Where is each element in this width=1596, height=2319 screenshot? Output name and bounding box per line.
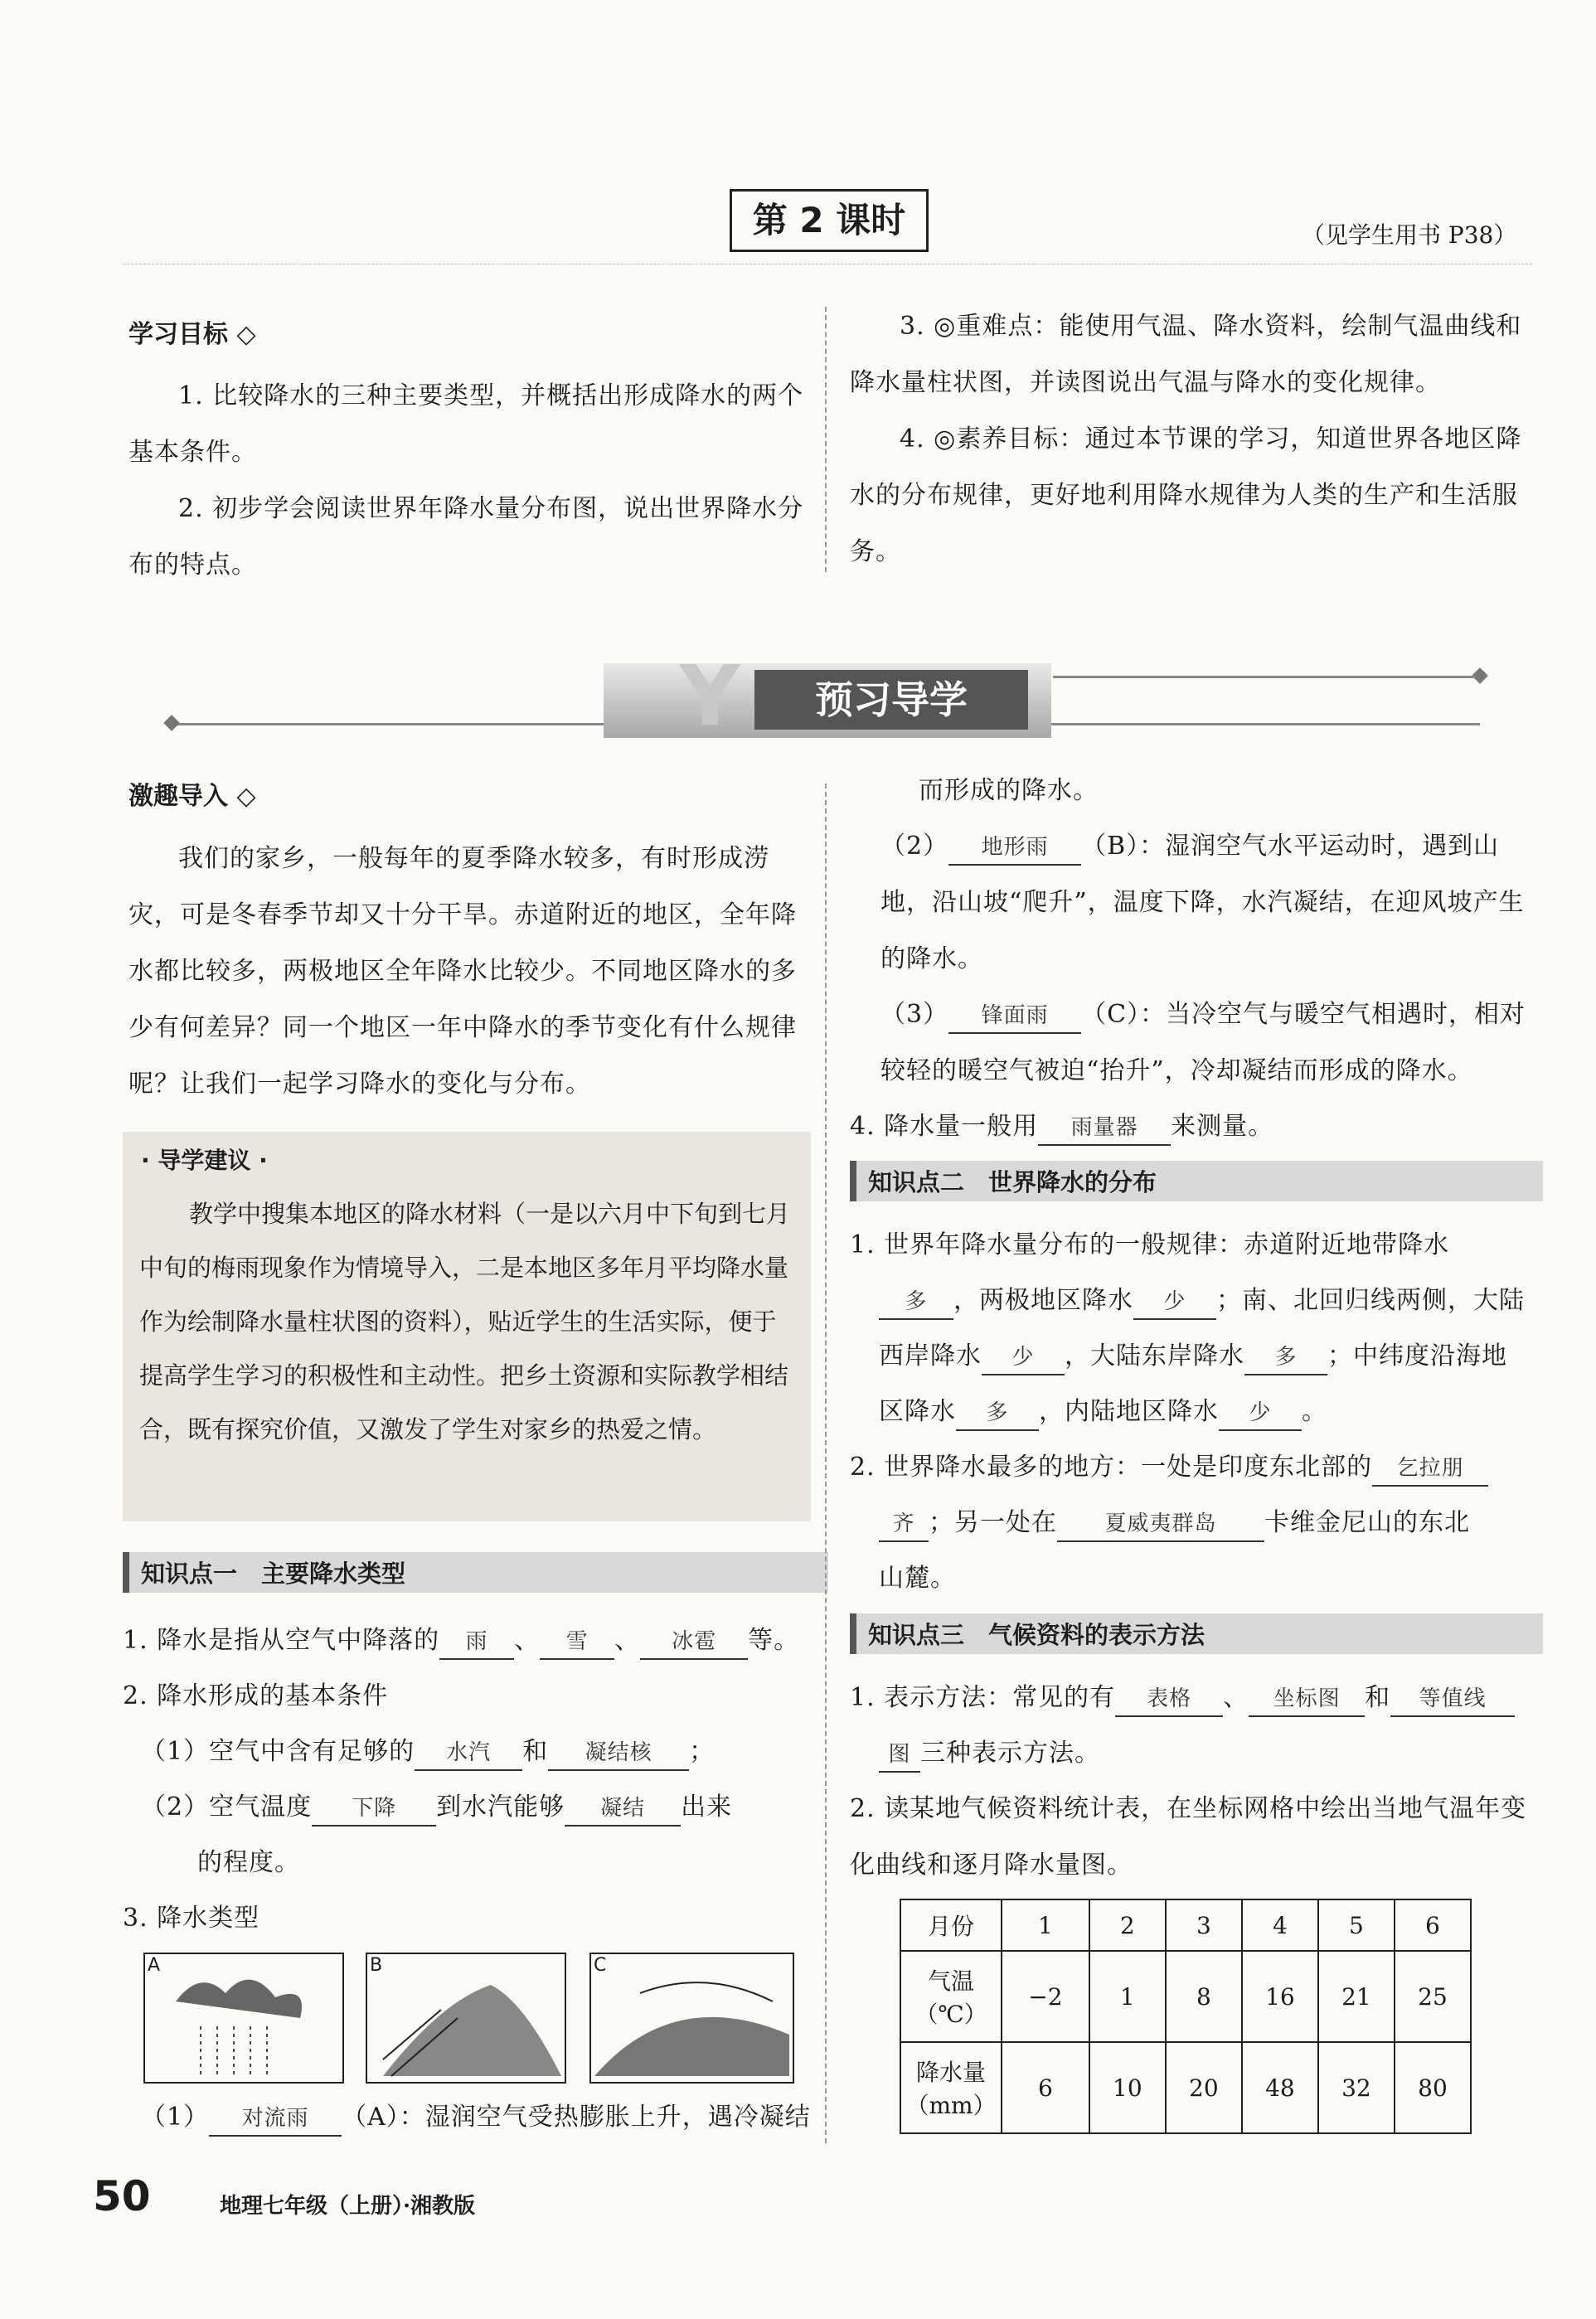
answer-cherrapunji-2[interactable]: 齐 xyxy=(879,1507,929,1542)
answer-cherrapunji-1[interactable]: 乞拉朋 xyxy=(1372,1452,1488,1487)
table-cell: 4 xyxy=(1242,1899,1318,1951)
column-divider-lower xyxy=(825,784,827,2143)
kp2-r2: 齐 ；另一处在 夏威夷群岛 卡维金尼山的东北 xyxy=(879,1495,1542,1551)
answer-hawaii[interactable]: 夏威夷群岛 xyxy=(1057,1507,1264,1542)
banner-y-icon: Y xyxy=(680,648,740,745)
table-cell: 25 xyxy=(1395,1951,1471,2042)
table-header-month: 月份 xyxy=(900,1899,1002,1951)
answer-snow[interactable]: 雪 xyxy=(540,1625,614,1660)
banner-title: 预习导学 xyxy=(754,670,1028,730)
kp1-q1: 1. 降水是指从空气中降落的 雨 、 雪 、 冰雹 等。 xyxy=(123,1613,819,1669)
column-divider xyxy=(825,307,827,572)
kp1-q2a: （1）空气中含有足够的 水汽 和 凝结核 ； xyxy=(141,1724,821,1780)
table-cell: 5 xyxy=(1318,1899,1395,1951)
page-reference: （见学生用书 P38） xyxy=(1302,221,1517,249)
table-cell: 1 xyxy=(1002,1899,1089,1951)
answer-condense[interactable]: 凝结 xyxy=(565,1792,681,1827)
table-cell: 6 xyxy=(1002,2042,1089,2133)
table-cell: 48 xyxy=(1242,2042,1318,2133)
kp1-q2: 2. 降水形成的基本条件 xyxy=(123,1681,389,1710)
kp2-s3: 西岸降水 少 ，大陆东岸降水 多 ；中纬度沿海地 xyxy=(879,1328,1542,1385)
answer-rain[interactable]: 雨 xyxy=(439,1625,514,1660)
kp3-title: 知识点三 气候资料的表示方法 xyxy=(850,1613,1543,1654)
table-cell: 32 xyxy=(1318,2042,1395,2133)
answer-east-coast[interactable]: 多 xyxy=(1244,1341,1327,1375)
goal-4: 4. ◎素养目标：通过本节课的学习，知道世界各地区降水的分布规律，更好地利用降水规律为人类的生产和生活服务。 xyxy=(850,425,1522,566)
answer-rain-gauge[interactable]: 雨量器 xyxy=(1038,1111,1171,1146)
kp2-s4: 区降水 多 ，内陆地区降水 少 。 xyxy=(879,1384,1542,1440)
kp2-s2: 多 ，两极地区降水 少 ；南、北回归线两侧，大陆 xyxy=(879,1273,1542,1329)
lesson-title: 第 2 课时 xyxy=(730,189,929,252)
table-cell: 8 xyxy=(1166,1951,1242,2042)
intro-text: 我们的家乡，一般每年的夏季降水较多，有时形成涝灾，可是冬春季节却又十分干旱。赤道附近的地区，全年降水都比较多，两极地区全年降水比较少。不同地区降水的多少有何差异？同一个地区一年中降水的季节变化有什么规律呢？让我们一起学习降水的变化与分布。 xyxy=(129,844,797,1099)
teaching-tip-text: 教学中搜集本地区的降水材料（一是以六月中下旬到七月中旬的梅雨现象作为情境导入，二是本地区多年月平均降水量作为绘制降水量柱状图的资料），贴近学生的生活实际，便于提高学生学习的积极性和主动性。把乡土资源和实际教学相结合，既有探究价值，又激发了学生对家乡的热爱之情。 xyxy=(139,1200,791,1443)
kp1-q2b: （2）空气温度 下降 到水汽能够 凝结 出来 xyxy=(141,1779,821,1836)
rainfall-types-figure xyxy=(143,1952,798,2084)
teaching-tip-label: · 导学建议 · xyxy=(141,1147,268,1174)
table-cell: 21 xyxy=(1318,1951,1395,2042)
kp3-m1: 1. 表示方法：常见的有 表格 、 坐标图 和 等值线 xyxy=(850,1670,1555,1726)
table-cell: 1 xyxy=(1089,1951,1166,2042)
kp2-r1: 2. 世界降水最多的地方：一处是印度东北部的 乞拉朋 xyxy=(850,1439,1555,1496)
goal-1: 1. 比较降水的三种主要类型，并概括出形成降水的两个基本条件。 xyxy=(129,381,804,467)
banner-left-dot xyxy=(163,715,180,731)
answer-table[interactable]: 表格 xyxy=(1115,1682,1223,1717)
answer-coordinate-graph[interactable]: 坐标图 xyxy=(1249,1682,1365,1717)
table-cell: 6 xyxy=(1395,1899,1471,1951)
goal-2: 2. 初步学会阅读世界年降水量分布图，说出世界降水分布的特点。 xyxy=(129,494,804,580)
answer-frontal[interactable]: 锋面雨 xyxy=(948,999,1081,1034)
kp1-q2b-end: 的程度。 xyxy=(197,1848,300,1877)
intro-label: 激趣导入 ◇ xyxy=(129,782,256,811)
table-cell: −2 xyxy=(1002,1951,1089,2042)
kp1-title: 知识点一 主要降水类型 xyxy=(123,1552,828,1593)
answer-isoline-1[interactable]: 等值线 xyxy=(1390,1682,1515,1717)
kp1-type2: （2） 地形雨 （B）：湿润空气水平运动时，遇到山地，沿山坡“爬升”，温度下降，水汽凝结，在迎风坡产生的降水。 xyxy=(880,832,1525,973)
arrow-icon: ◇ xyxy=(236,782,256,811)
answer-polar[interactable]: 少 xyxy=(1133,1285,1216,1320)
goals-label: 学习目标 ◇ xyxy=(129,320,256,349)
table-cell: 3 xyxy=(1166,1899,1242,1951)
kp1-q3: 3. 降水类型 xyxy=(123,1904,260,1933)
table-cell: 2 xyxy=(1089,1899,1166,1951)
figure-label-b: B xyxy=(370,1955,383,1976)
rainfall-types-svg xyxy=(143,1952,798,2084)
answer-west-coast[interactable]: 少 xyxy=(982,1341,1065,1375)
figure-label-c: C xyxy=(594,1955,607,1976)
table-row xyxy=(900,1951,1471,2042)
banner-rule-right xyxy=(1053,676,1476,678)
kp2-r3: 山麓。 xyxy=(879,1564,956,1593)
table-header-temperature: 气温（℃） xyxy=(900,1951,1002,2042)
answer-inland[interactable]: 少 xyxy=(1219,1396,1302,1431)
figure-label-a: A xyxy=(148,1955,161,1976)
table-row xyxy=(900,2042,1471,2133)
kp1-type3: （3） 锋面雨 （C）：当冷空气与暖空气相遇时，相对较轻的暖空气被迫“抬升”，冷却凝结而形成的降水。 xyxy=(880,1000,1526,1085)
answer-nuclei[interactable]: 凝结核 xyxy=(548,1736,689,1771)
kp2-s1: 1. 世界年降水量分布的一般规律：赤道附近地带降水 xyxy=(850,1230,1450,1259)
climate-data-table xyxy=(900,1899,1472,2134)
table-header-precipitation: 降水量（mm） xyxy=(900,2042,1002,2133)
table-cell: 10 xyxy=(1089,2042,1166,2133)
book-title: 地理七年级（上册）·湘教版 xyxy=(220,2194,476,2219)
goal-3: 3. ◎重难点：能使用气温、降水资料，绘制气温曲线和降水量柱状图，并读图说出气温与降水的变化规律。 xyxy=(850,312,1522,397)
answer-vapor[interactable]: 水汽 xyxy=(415,1736,522,1771)
answer-equator[interactable]: 多 xyxy=(879,1285,953,1320)
answer-drop[interactable]: 下降 xyxy=(312,1792,436,1827)
table-row xyxy=(900,1899,1471,1951)
answer-coastal[interactable]: 多 xyxy=(956,1396,1039,1431)
table-cell: 80 xyxy=(1395,2042,1471,2133)
kp1-q4: 4. 降水量一般用 雨量器 来测量。 xyxy=(850,1099,1530,1155)
answer-orographic[interactable]: 地形雨 xyxy=(948,831,1081,866)
table-cell: 20 xyxy=(1166,2042,1242,2133)
kp3-m1b: 图 三种表示方法。 xyxy=(879,1725,1542,1782)
answer-convective[interactable]: 对流雨 xyxy=(209,2102,342,2137)
page-number: 50 xyxy=(93,2172,151,2220)
arrow-icon: ◇ xyxy=(236,320,256,349)
kp2-title: 知识点二 世界降水的分布 xyxy=(850,1161,1543,1201)
kp3-m4: 2. 读某地气候资料统计表，在坐标网格中绘出当地气温年变化曲线和逐月降水量图。 xyxy=(850,1794,1527,1880)
kp1-type1: （1） 对流雨 （A）：湿润空气受热膨胀上升，遇冷凝结 xyxy=(141,2089,821,2146)
answer-isoline-2[interactable]: 图 xyxy=(879,1738,920,1773)
table-cell: 16 xyxy=(1242,1951,1318,2042)
kp1-type1-end: 而形成的降水。 xyxy=(919,776,1099,805)
answer-hail[interactable]: 冰雹 xyxy=(640,1625,748,1660)
